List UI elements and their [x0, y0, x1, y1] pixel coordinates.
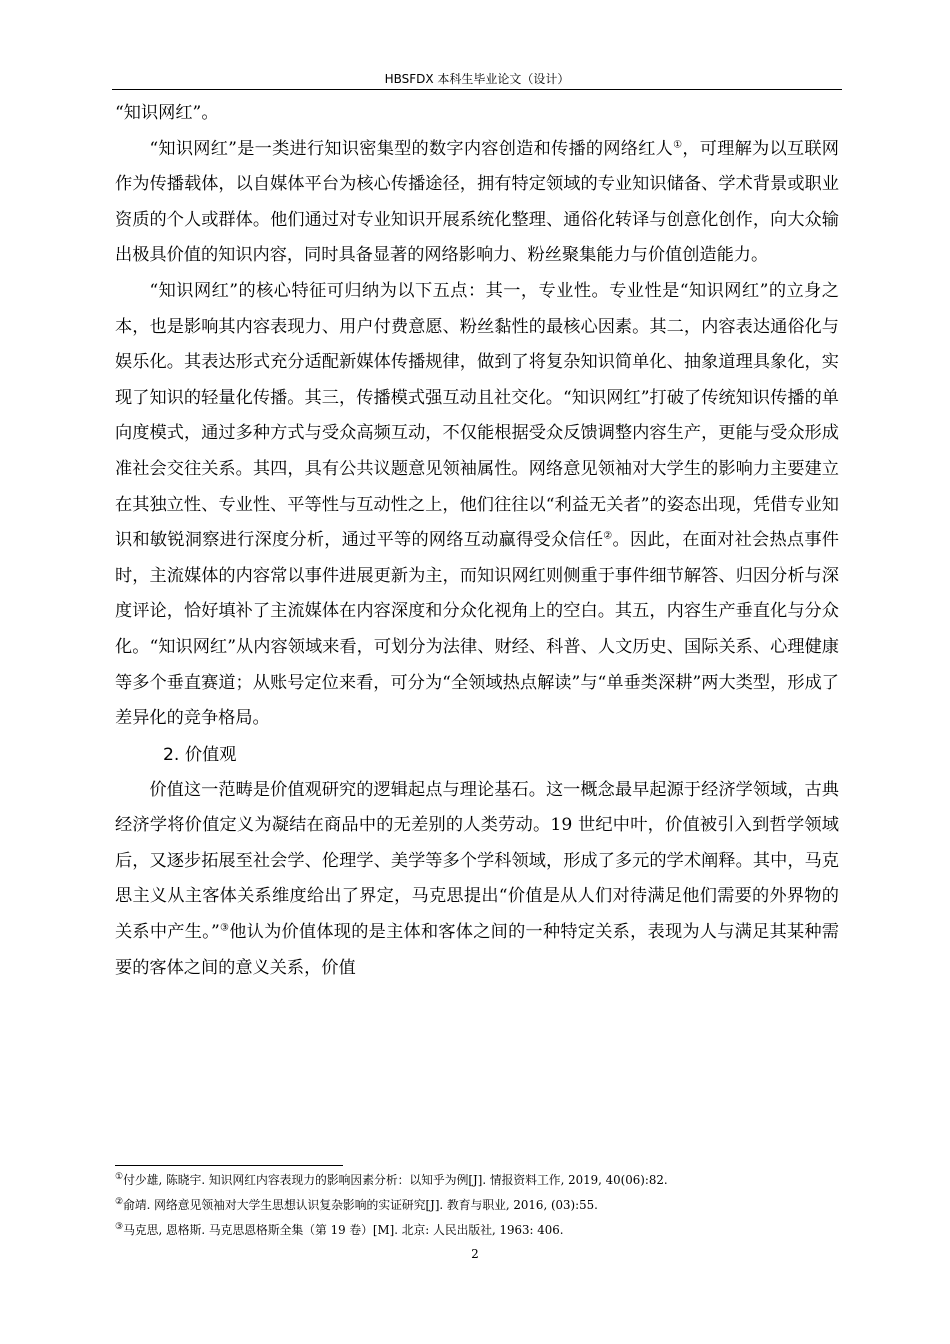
footnote-text: 马克思, 恩格斯. 马克思恩格斯全集（第 19 卷）[M]. 北京: 人民出版社, 1963: 406.: [123, 1223, 564, 1237]
footnote-ref[interactable]: ②: [603, 530, 613, 542]
section-heading: 2. 价值观: [163, 744, 237, 765]
header-rule: [112, 89, 842, 90]
paragraph-text: 价值这一范畴是价值观研究的逻辑起点与理论基石。这一概念最早起源于经济学领域，古典经济学将价值定义为凝结在商品中的无差别的人类劳动。19 世纪中叶，价值被引入到哲学领域后，又逐步拓展至社会学、伦理学、美学等多个学科领域，形成了多元的学术阐释。其中，马克思主义从主客体关系维度给出了界定，马克思提出“价值是从人们对待满足他们需要的外界物的关系中产生。”: [115, 779, 839, 943]
footnote-text: 付少雄, 陈晓宇. 知识网红内容表现力的影响因素分析：以知乎为例[J]. 情报资料工作, 2019, 40(06):82.: [123, 1173, 668, 1187]
paragraph-text: ，可理解为以互联网作为传播载体，以自媒体平台为核心传播途径，拥有特定领域的专业知识储备、学术背景或职业资质的个人或群体。他们通过对专业知识开展系统化整理、通俗化转译与创意化创作，向大众输出极具价值的知识内容，同时具备显著的网络影响力、粉丝聚集能力与价值创造能力。: [115, 138, 839, 266]
page-number: 2: [471, 1247, 479, 1261]
footnotes: [115, 1172, 839, 1238]
footnote-item: [115, 1197, 839, 1213]
footnote-mark: ②: [115, 1197, 124, 1208]
footnote-ref[interactable]: ①: [673, 138, 683, 150]
footnote-item: [115, 1222, 839, 1238]
paragraph-text: “知识网红”的核心特征可归纳为以下五点：其一，专业性。专业性是“知识网红”的立身之本，也是影响其内容表现力、用户付费意愿、粉丝黏性的最核心因素。其二，内容表达通俗化与娱乐化。其表达形式充分适配新媒体传播规律，做到了将复杂知识简单化、抽象道理具象化，实现了知识的轻量化传播。其三，传播模式强互动且社交化。“知识网红”打破了传统知识传播的单向度模式，通过多种方式与受众高频互动，不仅能根据受众反馈调整内容生产，更能与受众形成准社会交往关系。其四，具有公共议题意见领袖属性。网络意见领袖对大学生的影响力主要建立在其独立性、专业性、平等性与互动性之上，他们往往以“利益无关者”的姿态出现，凭借专业知识和敏锐洞察进行深度分析，通过平等的网络互动赢得受众信任: [115, 280, 839, 551]
paragraph-text: 他认为价值体现的是主体和客体之间的一种特定关系，表现为人与满足其某种需要的客体之间的意义关系，价值: [115, 922, 839, 978]
footnote-ref[interactable]: ③: [219, 922, 230, 934]
paragraph-continuation: [115, 96, 839, 132]
footnote-item: [115, 1172, 839, 1188]
running-header: HBSFDX 本科生毕业论文（设计）: [384, 72, 570, 86]
footnote-mark: ①: [115, 1172, 124, 1183]
paragraph-features: [115, 274, 839, 737]
paragraph-text: “知识网红”是一类进行知识密集型的数字内容创造和传播的网络红人: [149, 138, 674, 159]
paragraph-definition: [115, 132, 839, 274]
footnote-mark: ③: [115, 1222, 124, 1233]
body-text: [115, 96, 839, 986]
paragraph-text: “知识网红”。: [115, 103, 219, 123]
paragraph-values: [115, 773, 839, 987]
footnote-separator: [115, 1165, 343, 1166]
footnote-text: 俞靖. 网络意见领袖对大学生思想认识复杂影响的实证研究[J]. 教育与职业, 2016, (03):55.: [123, 1198, 598, 1212]
paragraph-text: 。因此，在面对社会热点事件时，主流媒体的内容常以事件进展更新为主，而知识网红则侧重于事件细节解答、归因分析与深度评论，恰好填补了主流媒体在内容深度和分众化视角上的空白。其五，内容生产垂直化与分众化。“知识网红”从内容领域来看，可划分为法律、财经、科普、人文历史、国际关系、心理健康等多个垂直赛道；从账号定位来看，可分为“全领域热点解读”与“单垂类深耕”两大类型，形成了差异化的竞争格局。: [115, 530, 839, 729]
